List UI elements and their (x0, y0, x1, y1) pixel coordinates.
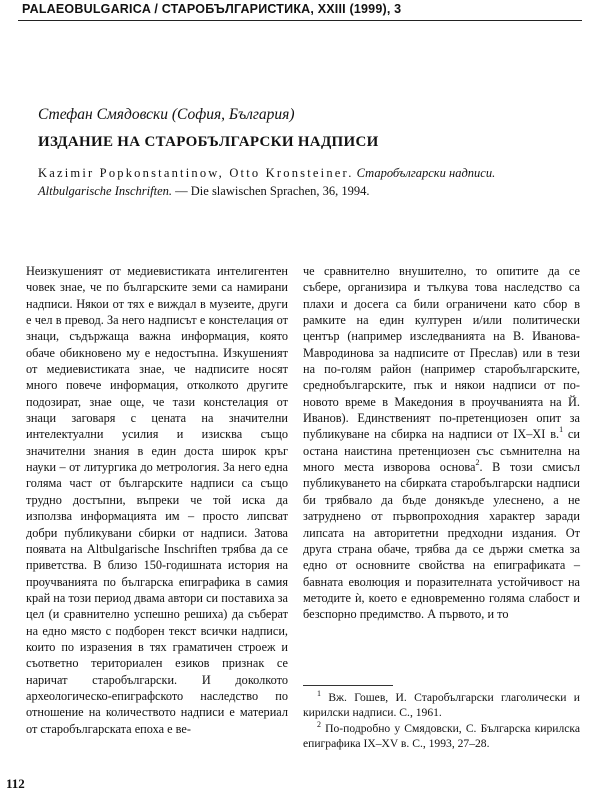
citation-line-2 (38, 182, 578, 200)
right-column-text (303, 263, 580, 623)
footnote-rule (303, 685, 393, 686)
footnote-2-mark: 2 (317, 720, 321, 729)
left-column (26, 263, 288, 737)
article-title: ИЗДАНИЕ НА СТАРОБЪЛГАРСКИ НАДПИСИ (38, 134, 379, 150)
citation-title-de: Altbulgarische Inschriften. (38, 184, 173, 198)
footnote-2-text: По-подробно у Смядовски, С. Българска кирилска епиграфика IX–XV в. С., 1993, 27–28. (303, 722, 580, 750)
left-column-text: Неизкушеният от медиевистиката интелигентен човек знае, че по българските земи са намирани надписи. Някои от тях е виждал в музеите, други е чел в превод. За него надписът е констелация от знаци, съдържаща важна информация, която обаче обикновено му е недостъпна. Изкушеният от медиевистиката знае, че надписите носят много повече информация, отколкото другите подозират, знае още, че тази констелация от знаци заговаря с цената на значителни интелектуални усилия и изисква също значителни знания в един доста широк кръг науки – от литургика до метрология. За него една голяма част от българските надписи са също трудно достъпни, въпреки че той иска да използва информацията им – просто липсват добри публикувани сбирки от надписи. Затова появата на Altbulgarische Inschriften трябва да се приветства. В близо 150-годишната история на проучванията по българска епиграфика в самия край на този период двама автори си поставиха за цел (и сравнително успешно решиха) да съберат на едно място с подборен текст всички надписи, които по изразения в тях граматичен строеж и съответно териториален езиков признак се наричат старобългарски. И доколкото археологическо-епиграфското наследство по отношение на количеството надписи е материал от старобългарската епоха е ве- (26, 264, 288, 736)
article-author: Стефан Смядовски (София, България) (38, 106, 295, 123)
right-column (303, 263, 580, 623)
page-number: 112 (6, 776, 25, 791)
footnote-ref-1: 1 (559, 425, 564, 435)
citation-authors: Kazimir Popkonstantinow, Otto Kronsteiner. (38, 166, 354, 180)
right-text-c: . В този смисъл публикуването на сбирката старобългарски надписи би трябвало да бъде донякъде улеснено, а не затруднено от първопроходния характер заради липсата на авторитетни предходни издания. От друга страна обаче, трябва да се държи сметка за едно от основните свойства на епиграфиката – бавната еволюция и поразителната устойчивост на методите ѝ, което е едновременно голяма слабост и безспорно предимство. А първото, и то (303, 460, 581, 622)
header-rule (18, 20, 582, 21)
right-text-b: си остана наистина претенциозен със съмнителна на много места изворова основа (303, 427, 580, 475)
footnote-1 (303, 690, 580, 720)
right-text-a: че сравнително внушително, то опитите да се събере, организира и тълкува това наследство са плахи и досега са били ограничени като сбор в рамките на един културен и/или политически център (например изследванията на В. Иванова-Мавродинова за надписите от Преслав) или в тези на по-голям район (например старобългарските, среднобългарските, пък и някои надписи от по-новото време в Македония в проучванията на Й. Иванов). Единственият по-претенциозен опит за публикуване на сбирка на надписи от IX–XI в. (303, 264, 580, 442)
footnote-ref-2: 2 (475, 458, 480, 468)
footnotes (303, 690, 580, 752)
citation-line-1 (38, 164, 578, 182)
footnote-1-text: Вж. Гошев, И. Старобългарски глаголически и кирилски надписи. С., 1961. (303, 691, 580, 719)
footnote-2 (303, 721, 580, 751)
reviewed-book-citation (38, 164, 578, 200)
citation-series: — Die slawischen Sprachen, 36, 1994. (175, 184, 370, 198)
running-head: PALAEOBULGARICA / СТАРОБЪЛГАРИСТИКА, XXIII (1999), 3 (22, 2, 402, 16)
footnote-1-mark: 1 (317, 689, 321, 698)
citation-title-bg: Старобългарски надписи. (356, 166, 496, 180)
